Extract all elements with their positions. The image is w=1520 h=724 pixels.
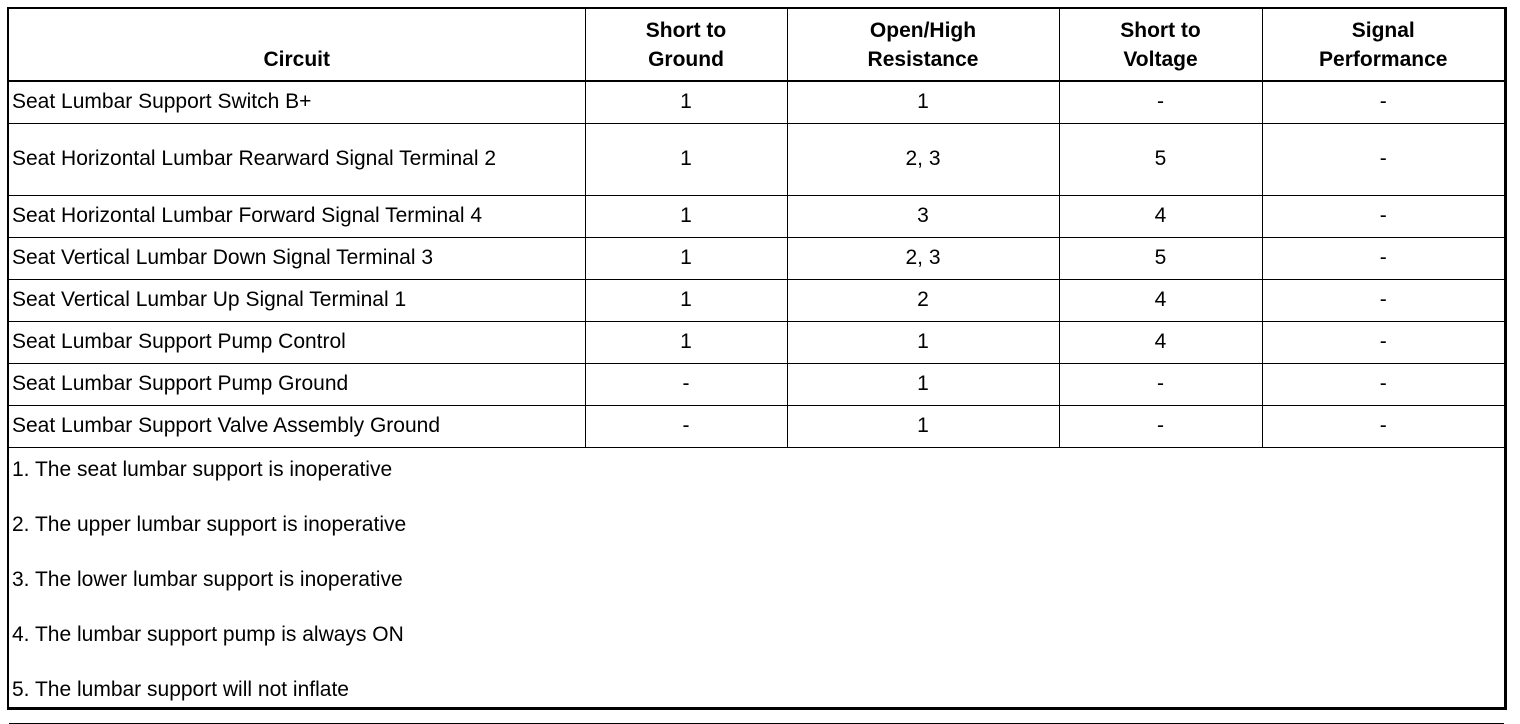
cell-short-to-voltage: - bbox=[1059, 363, 1262, 405]
circuit-fault-table bbox=[9, 9, 1504, 724]
cell-circuit: Seat Vertical Lumbar Up Signal Terminal 1 bbox=[9, 279, 585, 321]
cell-open-high-resistance: 2 bbox=[787, 279, 1059, 321]
cell-short-to-voltage: 5 bbox=[1059, 237, 1262, 279]
cell-circuit: Seat Horizontal Lumbar Forward Signal Terminal 4 bbox=[9, 195, 585, 237]
cell-short-to-voltage: - bbox=[1059, 405, 1262, 447]
header-signal-performance-line1: Signal bbox=[1351, 19, 1415, 42]
diagnostic-table-frame bbox=[7, 7, 1507, 710]
cell-circuit: Seat Horizontal Lumbar Rearward Signal Terminal 2 bbox=[9, 123, 585, 195]
cell-open-high-resistance: 1 bbox=[787, 321, 1059, 363]
table-row bbox=[9, 363, 1504, 405]
table-row bbox=[9, 279, 1504, 321]
header-row bbox=[9, 9, 1504, 81]
notes-cell bbox=[9, 447, 1504, 723]
cell-open-high-resistance: 1 bbox=[787, 405, 1059, 447]
cell-short-to-ground: 1 bbox=[585, 195, 787, 237]
header-circuit bbox=[9, 9, 585, 81]
cell-short-to-ground: - bbox=[585, 405, 787, 447]
cell-short-to-ground: 1 bbox=[585, 123, 787, 195]
table-row bbox=[9, 405, 1504, 447]
table-row bbox=[9, 81, 1504, 123]
cell-open-high-resistance: 1 bbox=[787, 363, 1059, 405]
cell-signal-performance: - bbox=[1262, 405, 1504, 447]
cell-short-to-ground: 1 bbox=[585, 321, 787, 363]
cell-short-to-ground: - bbox=[585, 363, 787, 405]
cell-open-high-resistance: 2, 3 bbox=[787, 123, 1059, 195]
cell-circuit: Seat Lumbar Support Pump Ground bbox=[9, 363, 585, 405]
header-short-to-voltage bbox=[1059, 9, 1262, 81]
cell-short-to-voltage: 4 bbox=[1059, 321, 1262, 363]
cell-signal-performance: - bbox=[1262, 237, 1504, 279]
cell-open-high-resistance: 3 bbox=[787, 195, 1059, 237]
cell-signal-performance: - bbox=[1262, 195, 1504, 237]
cell-short-to-voltage: 4 bbox=[1059, 195, 1262, 237]
note-item: 3. The lower lumbar support is inoperative bbox=[12, 567, 403, 591]
header-open-high-line1: Open/High bbox=[869, 19, 977, 42]
cell-circuit: Seat Vertical Lumbar Down Signal Terminal 3 bbox=[9, 237, 585, 279]
header-short-to-ground-line2: Ground bbox=[648, 48, 724, 71]
table-body bbox=[9, 81, 1504, 723]
note-item: 1. The seat lumbar support is inoperative bbox=[12, 457, 393, 481]
cell-short-to-voltage: 4 bbox=[1059, 279, 1262, 321]
header-short-to-voltage-line1: Short to bbox=[1120, 19, 1201, 42]
cell-circuit: Seat Lumbar Support Pump Control bbox=[9, 321, 585, 363]
cell-open-high-resistance: 1 bbox=[787, 81, 1059, 123]
cell-short-to-ground: 1 bbox=[585, 81, 787, 123]
cell-signal-performance: - bbox=[1262, 363, 1504, 405]
header-short-to-ground-line1: Short to bbox=[645, 19, 727, 42]
cell-circuit: Seat Lumbar Support Switch B+ bbox=[9, 81, 585, 123]
table-row bbox=[9, 123, 1504, 195]
table-row bbox=[9, 237, 1504, 279]
table-header bbox=[9, 9, 1504, 81]
table-row bbox=[9, 195, 1504, 237]
cell-short-to-ground: 1 bbox=[585, 279, 787, 321]
table-row bbox=[9, 321, 1504, 363]
header-short-to-voltage-line2: Voltage bbox=[1123, 48, 1198, 71]
note-item: 2. The upper lumbar support is inoperative bbox=[12, 512, 407, 536]
cell-signal-performance: - bbox=[1262, 321, 1504, 363]
cell-signal-performance: - bbox=[1262, 81, 1504, 123]
header-open-high-line2: Resistance bbox=[867, 48, 979, 71]
header-short-to-ground bbox=[585, 9, 787, 81]
header-signal-performance bbox=[1262, 9, 1504, 81]
header-open-high-resistance bbox=[787, 9, 1059, 81]
note-item: 5. The lumbar support will not inflate bbox=[12, 677, 349, 701]
header-signal-performance-line2: Performance bbox=[1319, 48, 1448, 71]
cell-signal-performance: - bbox=[1262, 123, 1504, 195]
cell-signal-performance: - bbox=[1262, 279, 1504, 321]
note-item: 4. The lumbar support pump is always ON bbox=[12, 622, 404, 646]
cell-short-to-voltage: 5 bbox=[1059, 123, 1262, 195]
cell-open-high-resistance: 2, 3 bbox=[787, 237, 1059, 279]
cell-short-to-ground: 1 bbox=[585, 237, 787, 279]
notes-row bbox=[9, 447, 1504, 723]
header-circuit-label: Circuit bbox=[263, 48, 330, 71]
cell-short-to-voltage: - bbox=[1059, 81, 1262, 123]
cell-circuit: Seat Lumbar Support Valve Assembly Ground bbox=[9, 405, 585, 447]
